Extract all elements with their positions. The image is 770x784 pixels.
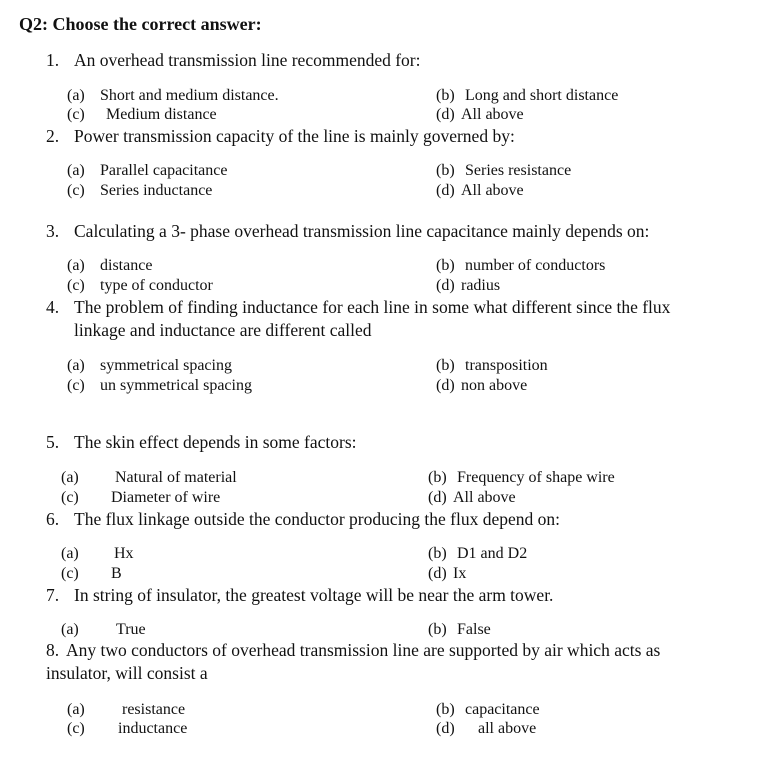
option-label: (c) xyxy=(67,106,85,123)
option-label: (a) xyxy=(67,162,85,179)
option-label: (d) xyxy=(428,565,447,582)
option-c: Diameter of wire xyxy=(111,489,221,506)
question-number: 1. xyxy=(46,50,60,70)
option-c: B xyxy=(111,565,122,582)
question-text-line-2: insulator, will consist a xyxy=(46,663,208,683)
question-text: The skin effect depends in some factors: xyxy=(74,432,357,452)
option-d: Ix xyxy=(453,565,467,582)
option-label: (d) xyxy=(436,720,455,737)
option-label: (d) xyxy=(436,277,455,294)
option-d: All above xyxy=(461,182,524,199)
question-text: An overhead transmission line recommended for: xyxy=(74,50,421,70)
option-a: True xyxy=(116,621,146,638)
option-b: Long and short distance xyxy=(465,87,619,104)
option-label: (d) xyxy=(428,489,447,506)
question-number: 3. xyxy=(46,221,60,241)
option-label: (a) xyxy=(67,87,85,104)
option-label: (a) xyxy=(61,621,79,638)
option-label: (b) xyxy=(436,257,455,274)
question-number: 4. xyxy=(46,297,60,317)
option-label: (d) xyxy=(436,182,455,199)
question-text-line-2: linkage and inductance are different called xyxy=(74,320,372,340)
question-text: The flux linkage outside the conductor producing the flux depend on: xyxy=(74,509,560,529)
question-number: 5. xyxy=(46,432,60,452)
question-text: Calculating a 3- phase overhead transmission line capacitance mainly depends on: xyxy=(74,221,650,241)
option-b: D1 and D2 xyxy=(457,545,528,562)
option-label: (c) xyxy=(61,489,79,506)
option-label: (b) xyxy=(436,357,455,374)
option-label: (d) xyxy=(436,377,455,394)
option-c: un symmetrical spacing xyxy=(100,377,252,394)
question-text: Power transmission capacity of the line is mainly governed by: xyxy=(74,126,515,146)
option-b: Frequency of shape wire xyxy=(457,469,615,486)
option-a: distance xyxy=(100,257,153,274)
option-label: (b) xyxy=(428,469,447,486)
option-a: Short and medium distance. xyxy=(100,87,279,104)
option-c: inductance xyxy=(118,720,188,737)
option-b: False xyxy=(457,621,491,638)
option-label: (d) xyxy=(436,106,455,123)
option-label: (b) xyxy=(436,701,455,718)
option-b: Series resistance xyxy=(465,162,572,179)
option-c: type of conductor xyxy=(100,277,213,294)
option-label: (a) xyxy=(61,469,79,486)
option-label: (a) xyxy=(67,257,85,274)
option-c: Series inductance xyxy=(100,182,213,199)
option-a: resistance xyxy=(122,701,186,718)
option-label: (b) xyxy=(428,621,447,638)
option-label: (b) xyxy=(436,87,455,104)
option-d: non above xyxy=(461,377,528,394)
option-a: symmetrical spacing xyxy=(100,357,232,374)
option-d: All above xyxy=(461,106,524,123)
option-label: (b) xyxy=(428,545,447,562)
option-label: (c) xyxy=(67,277,85,294)
option-label: (a) xyxy=(67,701,85,718)
option-d: All above xyxy=(453,489,516,506)
section-title: Q2: Choose the correct answer: xyxy=(19,14,262,34)
question-number: 7. xyxy=(46,585,60,605)
option-a: Hx xyxy=(114,545,134,562)
option-a: Parallel capacitance xyxy=(100,162,228,179)
question-number: 6. xyxy=(46,509,60,529)
option-label: (c) xyxy=(67,720,85,737)
question-number: 8. xyxy=(46,640,60,660)
question-text: In string of insulator, the greatest voltage will be near the arm tower. xyxy=(74,585,554,605)
option-label: (c) xyxy=(61,565,79,582)
option-label: (b) xyxy=(436,162,455,179)
option-label: (a) xyxy=(61,545,79,562)
option-b: number of conductors xyxy=(465,257,606,274)
option-b: transposition xyxy=(465,357,548,374)
option-d: all above xyxy=(478,720,537,737)
question-number: 2. xyxy=(46,126,60,146)
option-c: Medium distance xyxy=(106,106,217,123)
option-label: (a) xyxy=(67,357,85,374)
question-text-line-1: Any two conductors of overhead transmission line are supported by air which acts as xyxy=(66,640,661,660)
option-a: Natural of material xyxy=(115,469,237,486)
option-d: radius xyxy=(461,277,501,294)
question-text-line-1: The problem of finding inductance for each line in some what different since the flux xyxy=(74,297,671,317)
option-label: (c) xyxy=(67,182,85,199)
option-label: (c) xyxy=(67,377,85,394)
option-b: capacitance xyxy=(465,701,540,718)
